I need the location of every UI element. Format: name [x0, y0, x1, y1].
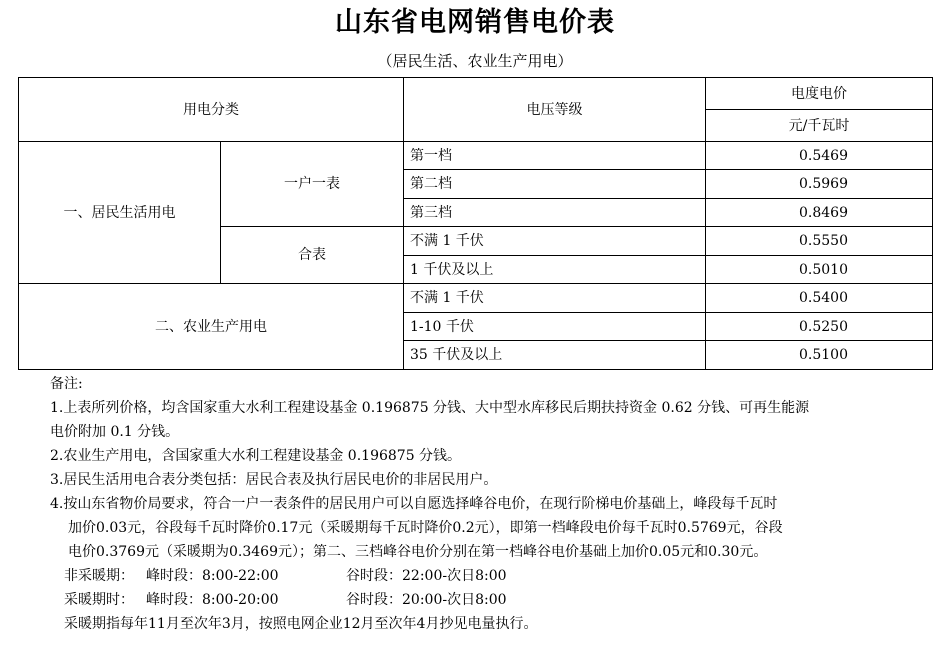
note-1-line-2: 电价附加 0.1 分钱。 — [50, 424, 180, 440]
non-heating-period — [50, 564, 920, 588]
heating-label: 采暖期时： — [64, 592, 134, 608]
price-cell: 0.8469 — [706, 199, 933, 227]
heating-valley: 谷时段：20:00-次日8:00 — [346, 592, 507, 608]
non-heating-label: 非采暖期： — [64, 568, 134, 584]
non-heating-peak: 峰时段：8:00-22:00 — [146, 568, 279, 584]
price-cell: 0.5969 — [706, 170, 933, 199]
price-cell: 0.5469 — [706, 142, 933, 170]
header-unit: 元/千瓦时 — [706, 110, 933, 142]
heating-peak: 峰时段：8:00-20:00 — [146, 592, 279, 608]
price-cell: 0.5250 — [706, 313, 933, 341]
voltage-cell: 第三档 — [404, 199, 706, 227]
header-voltage: 电压等级 — [404, 78, 706, 142]
price-cell: 0.5010 — [706, 256, 933, 284]
notes-section — [50, 372, 920, 636]
voltage-cell: 第二档 — [404, 170, 706, 199]
price-table — [18, 77, 933, 370]
voltage-cell: 35 千伏及以上 — [404, 341, 706, 370]
voltage-cell: 1-10 千伏 — [404, 313, 706, 341]
group-agricultural: 二、农业生产用电 — [19, 284, 404, 370]
notes-heading: 备注: — [50, 376, 83, 392]
table-row — [19, 142, 933, 170]
note-2: 2.农业生产用电，含国家重大水利工程建设基金 0.196875 分钱。 — [50, 448, 462, 464]
note-3: 3.居民生活用电合表分类包括：居民合表及执行居民电价的非居民用户。 — [50, 472, 498, 488]
table-row — [19, 284, 933, 313]
note-1-line-1: 1.上表所列价格，均含国家重大水利工程建设基金 0.196875 分钱、大中型水库移民后期扶持资金 0.62 分钱、可再生能源 — [50, 400, 810, 416]
price-cell: 0.5100 — [706, 341, 933, 370]
header-category: 用电分类 — [19, 78, 404, 142]
voltage-cell: 第一档 — [404, 142, 706, 170]
voltage-cell: 1 千伏及以上 — [404, 256, 706, 284]
voltage-cell: 不满 1 千伏 — [404, 227, 706, 256]
price-cell: 0.5550 — [706, 227, 933, 256]
non-heating-valley: 谷时段：22:00-次日8:00 — [346, 568, 507, 584]
page-subtitle: （居民生活、农业生产用电） — [377, 52, 573, 70]
note-4-line-3: 电价0.3769元（采暖期为0.3469元）；第二、三档峰谷电价分别在第一档峰谷电价基础上加价0.05元和0.30元。 — [68, 544, 768, 560]
subgroup-shared-meter: 合表 — [221, 227, 404, 284]
page-title: 山东省电网销售电价表 — [335, 7, 615, 38]
heating-period — [50, 588, 920, 612]
heating-period-note: 采暖期指每年11月至次年3月，按照电网企业12月至次年4月抄见电量执行。 — [64, 616, 538, 632]
note-4-line-1: 4.按山东省物价局要求，符合一户一表条件的居民用户可以自愿选择峰谷电价，在现行阶梯电价基础上，峰段每千瓦时 — [50, 496, 778, 512]
subgroup-single-meter: 一户一表 — [221, 142, 404, 227]
price-cell: 0.5400 — [706, 284, 933, 313]
note-4-line-2: 加价0.03元，谷段每千瓦时降价0.17元（采暖期每千瓦时降价0.2元），即第一档峰段电价每千瓦时0.5769元，谷段 — [68, 520, 783, 536]
group-residential: 一、居民生活用电 — [19, 142, 221, 284]
voltage-cell: 不满 1 千伏 — [404, 284, 706, 313]
header-price: 电度电价 — [706, 78, 933, 110]
